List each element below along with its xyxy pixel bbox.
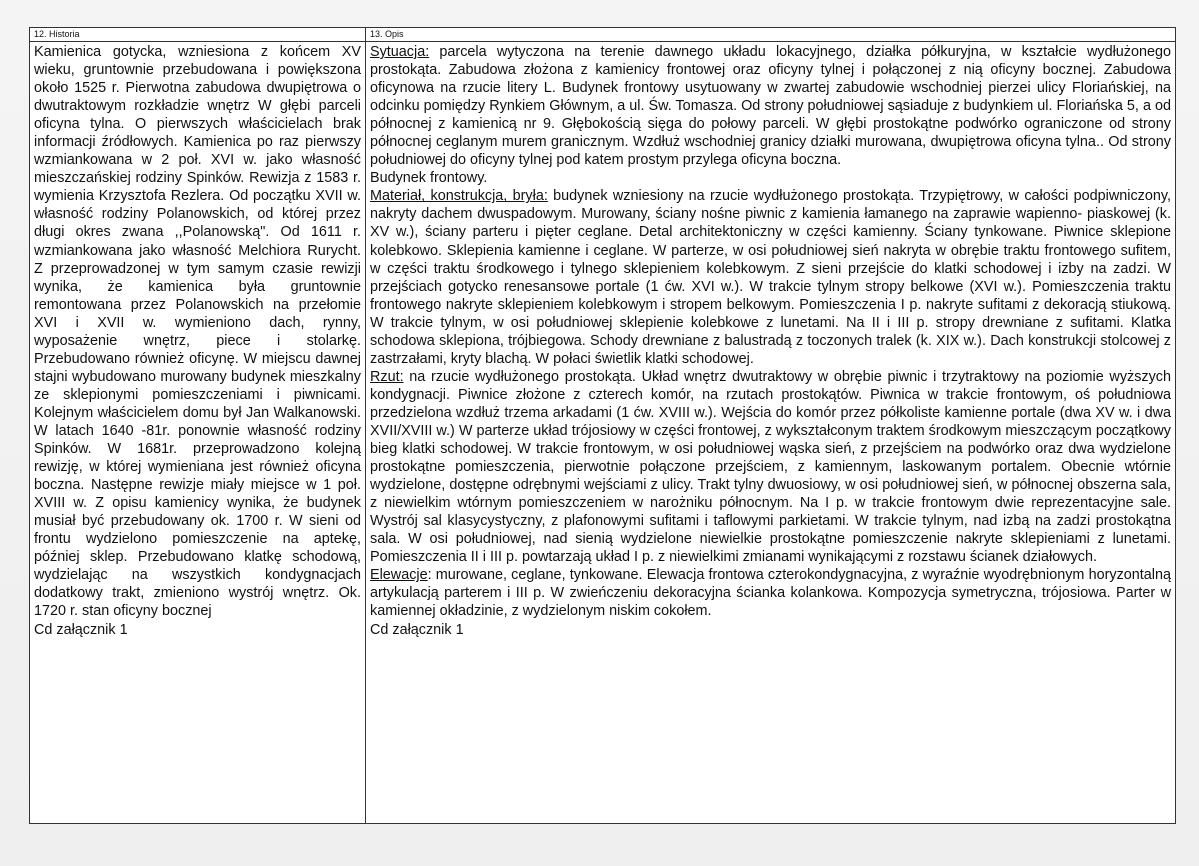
description-body [366, 42, 1175, 639]
situation-paragraph [370, 43, 1171, 169]
situation-label: Sytuacja: [370, 44, 430, 60]
form-table [29, 27, 1176, 824]
material-text: budynek wzniesiony na rzucie wydłużonego prostokąta. Trzypiętrowy, w całości podpiwniczony, nakryty dachem dwuspadowym. Murowany, ściany nośne piwnic z kamienia łamanego na zaprawie wapienno- piaskowej (k. XV w.), ściany parteru i pięter ceglane. Detal architektoniczny w części kamienny. Ściany tynkowane. Piwnice sklepione kolebkowo. Sklepienia kamienne i ceglane. W parterze, w osi południowej sień nakryta w obrębie traktu frontowego sufitem, w części traktu środkowego i tylnego sklepieniem kolebkowym. Z sieni przejście do klatki schodowej i izby na zadzi. W przejściach gotycko renesansowe portale (1 ćw. XVI w.). W trakcie tylnym stropy belkowe (XVI w.). Pomieszczenia traktu frontowego nakryte sklepieniem kolebkowym i stropem belkowym. Pomieszczenia I p. nakryte sufitami z dekoracją stiukową. W trakcie tylnym, w osi południowej sklepienie kolebkowe z lunetami. Na II i III p. stropy drewniane z sufitami. Klatka schodowa sklepiona, trójbiegowa. Schody drewniane z balustradą z toczonych tralek (k. XIX w.). Dach konstrukcji stolcowej z zastrzałami, kryty blachą. W połaci świetlik klatki schodowej. [370, 188, 1171, 367]
history-continuation-note: Cd załącznik 1 [34, 621, 128, 638]
situation-text: parcela wytyczona na terenie dawnego układu lokacyjnego, działka półkuryjna, w kształcie wydłużonego prostokąta. Zabudowa złożona z kamienicy frontowej oraz oficyny tylnej i połączonej z nią oficyny bocznej. Zabudowa oficynowa na rzucie litery L. Budynek frontowy usytuowany w zwartej zabudowie wschodniej pierzei ulicy Floriańskiej, na odcinku pomiędzy Rynkiem Głównym, a ul. Św. Tomasza. Od strony południowej sąsiaduje z budynkiem ul. Floriańska 5, a od północnej z kamienicą nr 9. Głębokością sięga do połowy parceli. W głębi prostokątne podwórko ograniczone od strony północnej ceglanym murem granicznym. Wzdłuż wschodniej granicy działki murowana, dwupiętrowa oficyna tylna.. Od strony południowej do oficyny tylnej pod katem prostym przylega oficyna boczna. [370, 44, 1171, 169]
material-paragraph [370, 187, 1171, 367]
plan-text: na rzucie wydłużonego prostokąta. Układ wnętrz dwutraktowy w obrębie piwnic i trzytraktowy na poziomie wyższych kondygnacji. Piwnice złożone z czterech komór, na rzutach prostokątów. Piwnica w trakcie frontowym, oś południowa przedzielona wzdłuż trzema arkadami (1 ćw. XVIII w.). Wejścia do komór przez półkoliste kamienne portale (dwa XV w. i dwa XVII/XVIII w.) W parterze układ trójosiowy w części frontowej, z wykształconym traktem środkowym mieszczącym początkowy bieg klatki schodowej. W trakcie frontowym, w osi południowej wąska sień, z przejściem na podwórko oraz dwa wydzielone prostokątne pomieszczenia, pierwotnie połączone przejściem, z kamiennym, laskowanym portalem. Obecnie wtórnie wydzielone, dostępne odrębnymi wejściami z ulicy. Trakt tylny dwuosiowy, w osi południowej sień, w północnej obszerna sala, z niewielkim wtórnym pomieszczeniem w narożniku północnym. Na I p. w trakcie frontowym dwie reprezentacyjne sale. Wystrój sal klasycystyczny, z plafonowymi sufitami i taflowymi parkietami. W trakcie tylnym, nad izbą na zadzi prostokątna sala. W osi południowej, nad sienią wydzielone niewielkie prostokątne pomieszczenie nakryte sklepieniami z lunetami. Pomieszczenia II i III p. powtarzają układ I p. z niewielkimi zmianami wynikającymi z rozstawu ścianek działowych. [370, 368, 1171, 566]
front-building-heading: Budynek frontowy. [370, 170, 488, 187]
elevations-label: Elewacje [370, 567, 428, 584]
plan-label: Rzut: [370, 368, 404, 385]
history-body [30, 42, 365, 639]
elevations-text: : murowane, ceglane, tynkowane. Elewacja frontowa czterokondygnacyjna, z wyraźnie wyodrębnionym horyzontalną artykulacją parterem i III p. W zwieńczeniu dekoracyjna ścianka kolankowa. Kompozycja symetryczna, trójosiowa. Parter w kamiennej okładzinie, z wydzielonym niskim cokołem. [370, 567, 1171, 620]
history-header: 12. Historia [30, 28, 365, 42]
elevations-paragraph [370, 566, 1171, 620]
description-column [366, 28, 1175, 823]
description-header: 13. Opis [366, 28, 1175, 42]
history-column [30, 28, 366, 823]
material-label: Materiał, konstrukcja, bryła: [370, 188, 548, 205]
history-paragraph: Kamienica gotycka, wzniesiona z końcem XV wieku, gruntownie przebudowana i powiększona około 1525 r. Pierwotna zabudowa dwupiętrowa o dwutraktowym rozkładzie wnętrz W głębi parceli oficyna tylna. O pierwszych właścicielach brak informacji źródłowych. Kamienica po raz pierwszy wzmiankowana w 2 poł. XVI w. jako własność mieszczańskiej rodziny Spinków. Rewizja z 1583 r. wymienia Krzysztofa Rezlera. Od początku XVII w. własność rodziny Polanowskich, od której przez długi okres zwana ,,Polanowską". Od 1611 r. wzmiankowana jako własność Melchiora Rurycht. Z przeprowadzonej w tym samym czasie rewizji wynika, że kamienica była gruntownie remontowana przez Polanowskich na przełomie XVI i XVII w. wymieniono dach, rynny, wyposażenie wnętrz, piece i stolarkę. Przebudowano również oficynę. W miejscu dawnej stajni wybudowano murowany budynek mieszkalny ze sklepionymi pomieszczeniami i piwnicami. Kolejnym właścicielem domu był Jan Walkanowski. W latach 1640 -81r. ponownie własność rodziny Spinków. W 1681r. przeprowadzono kolejną rewizję, w której wymieniana jest również oficyna boczna. Następne rewizje miały miejsce w 1 poł. XVIII w. Z opisu kamienicy wynika, że budynek musiał być przebudowany ok. 1700 r. W sieni od frontu wydzielono pomieszczenie na aptekę, później sklep. Przebudowano klatkę schodową, wydzielając na wszystkich kondygnacjach dodatkowy trakt, zmieniono wystrój wnętrz. Ok. 1720 r. stan oficyny bocznej [34, 44, 361, 620]
description-continuation-note: Cd załącznik 1 [370, 621, 464, 638]
plan-paragraph [370, 368, 1171, 567]
